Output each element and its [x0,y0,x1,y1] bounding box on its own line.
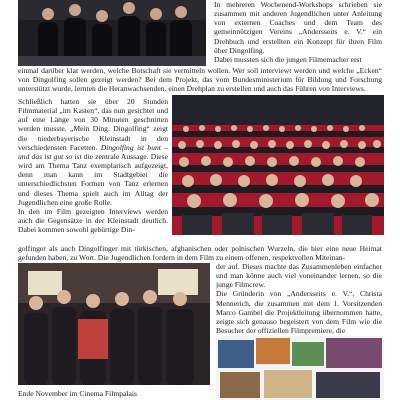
article-paragraph-bottom-left: Ende November im Cinema Filmpalais [18,389,137,398]
cinema-audience-photo [172,95,384,235]
top-group-photo [18,0,206,66]
central-message: Dingolfing ist bunt – und das ist gut so [18,142,169,161]
article-paragraph-top-right: In mehreren Wochenend-Workshops schrieben sie zusammen mit anderen Jugendlichen unter Anleitung von externen Coaches und dem Team des gemeinnützigen Vereins „Andersseits e. V.“ ein Drehbuch und erstellten ein Konzept für ihren Film über Dingolfing. Dabei mussten sich die jungen Filmemacher erst [214,0,382,64]
article-paragraph-left-mid: Schließlich hatten sie über 20 Stunden Filmmaterial „im Kasten“, das nun gesichtet und auf eine Länge von 30 Minuten geschnitten werden musste. „Mein Ding. Dingolfing“ zeigt die niederbayerische Kleinstadt in den verschiedensten Facetten. Dingolfing ist bunt – und das ist gut so ist die zentrale Aussage. Diese wird am Thema Tanz exemplarisch aufgezeigt, denn man kann im Stadtgebiet die unterschiedlichsten Formen von Tanz erlernen und dieses Thema spielt auch im Alltag der Jugendlichen eine große Rolle. In den im Film gezeigten Interviews werden auch die Gegensätze in der Kleinstadt deutlich. Dabei kommen sowohl gebürtige Din- [18,97,169,235]
collage-photos [216,336,384,400]
article-paragraph-full-2: golfinger als auch Dingolfinger mit türkischen, afghanischen oder polnischen Wurzeln, die hier eine neue Heimat gefunden haben, zu Wort. Die Jugendlichen fordern in dem Film zu einem offenen, respektvollen Miteinan- [18,244,382,263]
article-paragraph-full-1: einmal darüber klar werden, welche Botschaft sie vermitteln wollen. Wer soll interviewt werden und welche „Ecken“ von Dingolfing sollen gezeigt werden? Bei dem Projekt, das vom Bundesministerium für Bildung und Forschung unterstützt wurde, lernten die Heranwachsenden, einen Drehplan zu erstellen und auch das Führen von Interviews. [18,66,382,94]
group-photo-lobby [18,263,210,385]
article-paragraph-right-low: der auf. Dieses machte das Zusammenleben einfacher und man könne auch viel voneinander lernen, so die junge Filmcrew. Die Gründerin von „Andersseits e. V.“, Christa Mennerich, die zusammen mit dem 1. Vorsitzenden Marco Gambel die Projektleitung übernommen hatte, zeigte sich genauso begeistert von dem Film wie die Besucher der offiziellen Filmpremiere, die [216,262,382,336]
